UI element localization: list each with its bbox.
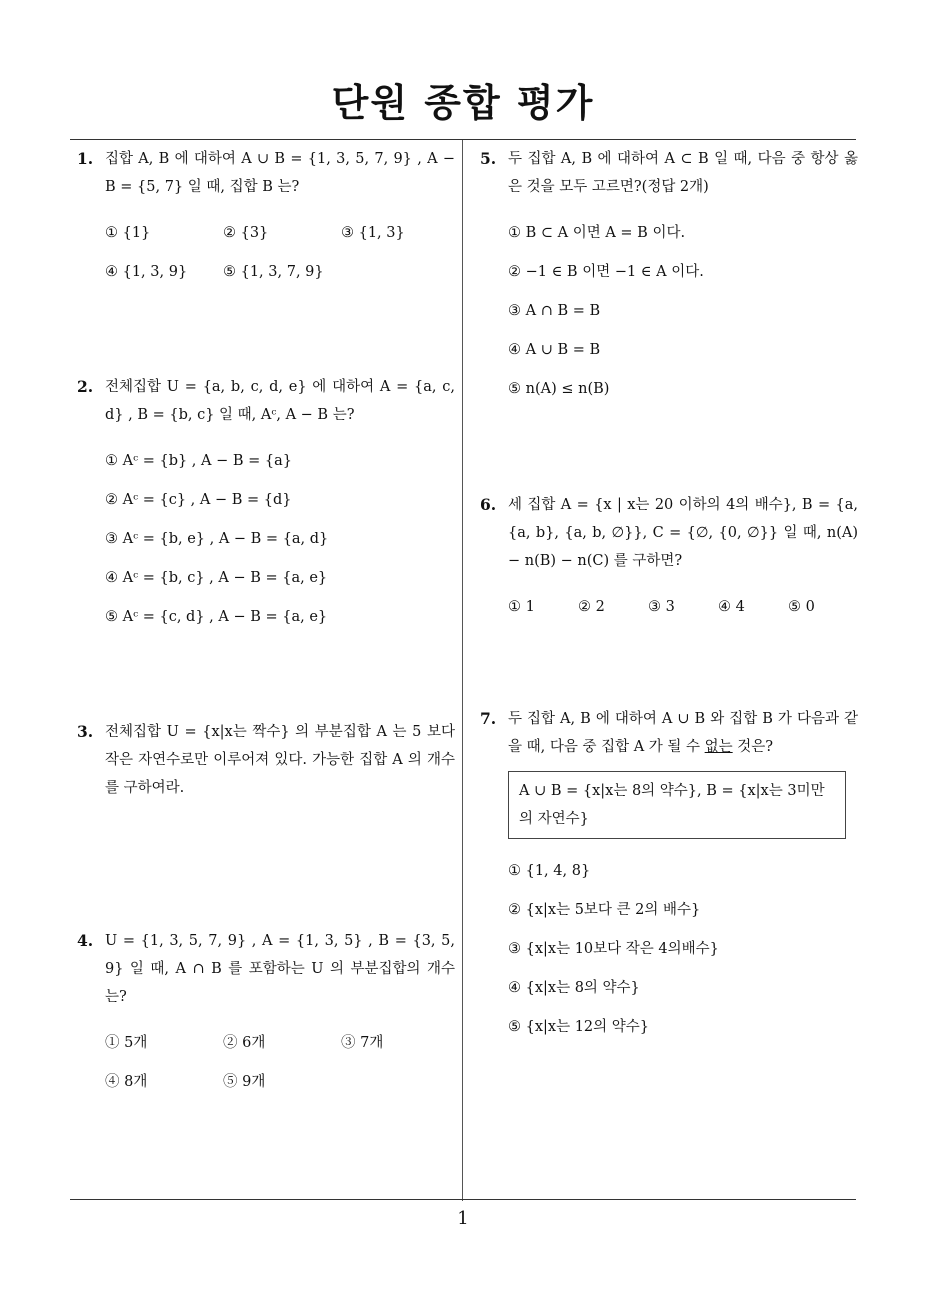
options-list	[508, 857, 858, 1041]
question-4	[77, 927, 455, 1096]
option-2[interactable]: ② 6개	[223, 1035, 266, 1051]
question-number: 3.	[77, 722, 94, 741]
question-stem: 두 집합 A, B 에 대하여 A ∪ B 와 집합 B 가 다음과 같을 때, 다음 중 집합 A 가 될 수	[508, 711, 858, 755]
question-number: 1.	[77, 149, 94, 168]
question-stem: U = {1, 3, 5, 7, 9} , A = {1, 3, 5} , B = {3, 5, 9} 일 때, A ∩ B 를 포함하는 U 의 부분집합의 개수는?	[105, 933, 455, 1005]
question-1	[77, 145, 455, 286]
option-3[interactable]: ③ {x|x는 10보다 작은 4의배수}	[508, 941, 719, 957]
question-number: 7.	[480, 709, 497, 728]
option-1[interactable]: ① B ⊂ A 이면 A = B 이다.	[508, 225, 686, 241]
question-stem: 세 집합 A = {x | x는 20 이하의 4의 배수}, B = {a, {a, b}, {a, b, ∅}}, C = {∅, {0, ∅}} 일 때, n(A) − n(B) − n(C) 를 구하면?	[508, 497, 858, 569]
option-3[interactable]: ③ A ∩ B = B	[508, 303, 601, 319]
question-stem: 집합 A, B 에 대하여 A ∪ B = {1, 3, 5, 7, 9} , A − B = {5, 7} 일 때, 집합 B 는?	[105, 151, 455, 195]
header-divider	[70, 139, 856, 140]
column-divider	[462, 140, 463, 1201]
option-2[interactable]: ② Aᶜ = {c} , A − B = {d}	[105, 492, 292, 508]
options-list	[105, 1029, 455, 1096]
question-number: 5.	[480, 149, 497, 168]
option-2[interactable]: ② {3}	[223, 225, 269, 241]
question-number: 4.	[77, 931, 94, 950]
option-5[interactable]: ⑤ {1, 3, 7, 9}	[223, 264, 324, 280]
question-number: 6.	[480, 495, 497, 514]
option-4[interactable]: ④ {1, 3, 9}	[105, 264, 188, 280]
question-7	[480, 705, 858, 1052]
option-3[interactable]: ③ {1, 3}	[341, 225, 405, 241]
option-5[interactable]: ⑤ {x|x는 12의 약수}	[508, 1019, 649, 1035]
option-3[interactable]: ③ 7개	[341, 1035, 384, 1051]
options-list	[508, 593, 858, 621]
question-stem-underlined: 없는	[704, 739, 733, 755]
option-1[interactable]: ① 1	[508, 599, 535, 615]
option-2[interactable]: ② {x|x는 5보다 큰 2의 배수}	[508, 902, 701, 918]
question-2	[77, 373, 455, 642]
option-4[interactable]: ④ {x|x는 8의 약수}	[508, 980, 640, 996]
options-list	[105, 219, 455, 286]
question-6	[480, 491, 858, 621]
options-list	[105, 447, 455, 631]
options-list	[508, 219, 858, 403]
question-stem: 전체집합 U = {x|x는 짝수} 의 부분집합 A 는 5 보다 작은 자연수로만 이루어져 있다. 가능한 집합 A 의 개수를 구하여라.	[105, 724, 455, 796]
question-stem: 두 집합 A, B 에 대하여 A ⊂ B 일 때, 다음 중 항상 옳은 것을 모두 고르면?(정답 2개)	[508, 151, 858, 195]
option-1[interactable]: ① 5개	[105, 1035, 148, 1051]
page-number: 1	[457, 1208, 469, 1229]
option-5[interactable]: ⑤ n(A) ≤ n(B)	[508, 381, 610, 397]
option-5[interactable]: ⑤ 9개	[223, 1074, 266, 1090]
question-stem-end: 것은?	[732, 739, 774, 755]
question-5	[480, 145, 858, 414]
option-1[interactable]: ① {1, 4, 8}	[508, 863, 591, 879]
option-4[interactable]: ④ 8개	[105, 1074, 148, 1090]
page-title: 단원 종합 평가	[331, 81, 595, 125]
question-number: 2.	[77, 377, 94, 396]
option-4[interactable]: ④ A ∪ B = B	[508, 342, 601, 358]
option-3[interactable]: ③ Aᶜ = {b, e} , A − B = {a, d}	[105, 531, 329, 547]
option-4[interactable]: ④ 4	[718, 599, 745, 615]
option-5[interactable]: ⑤ Aᶜ = {c, d} , A − B = {a, e}	[105, 609, 328, 625]
option-2[interactable]: ② 2	[578, 599, 605, 615]
question-stem: 전체집합 U = {a, b, c, d, e} 에 대하여 A = {a, c, d} , B = {b, c} 일 때, Aᶜ, A − B 는?	[105, 379, 455, 423]
question-3	[77, 718, 455, 802]
option-5[interactable]: ⑤ 0	[788, 599, 815, 615]
option-4[interactable]: ④ Aᶜ = {b, c} , A − B = {a, e}	[105, 570, 328, 586]
footer-divider	[70, 1199, 856, 1200]
option-2[interactable]: ② −1 ∈ B 이면 −1 ∈ A 이다.	[508, 264, 704, 280]
option-3[interactable]: ③ 3	[648, 599, 675, 615]
option-1[interactable]: ① Aᶜ = {b} , A − B = {a}	[105, 453, 292, 469]
option-1[interactable]: ① {1}	[105, 225, 151, 241]
condition-box: A ∪ B = {x|x는 8의 약수}, B = {x|x는 3미만의 자연수}	[508, 771, 846, 839]
